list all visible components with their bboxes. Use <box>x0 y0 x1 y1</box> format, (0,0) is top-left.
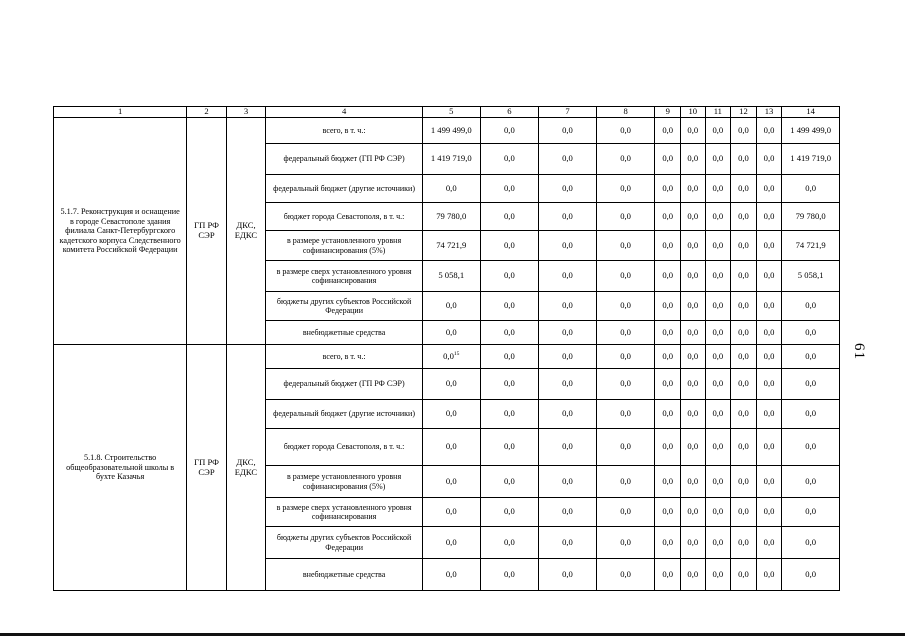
value-cell-col10: 0,0 <box>681 144 706 175</box>
program-cell: ГП РФ СЭР <box>187 118 226 345</box>
value-cell-col11: 0,0 <box>705 559 731 591</box>
value-cell-col9: 0,0 <box>655 144 681 175</box>
value-cell-col13: 0,0 <box>756 231 782 261</box>
value-cell-col9: 0,0 <box>655 118 681 144</box>
value-cell-col10: 0,0 <box>681 292 706 321</box>
value-cell-col13: 0,0 <box>756 261 782 292</box>
funding-table <box>53 106 840 591</box>
value-cell-col8: 0,0 <box>596 144 655 175</box>
value-cell-col14: 0,0 <box>782 429 840 466</box>
value-cell-col14: 0,0 <box>782 292 840 321</box>
value-cell-col14: 1 419 719,0 <box>782 144 840 175</box>
value-cell-col12: 0,0 <box>731 231 757 261</box>
value-cell-col5: 79 780,0 <box>422 203 480 231</box>
value-cell-col12: 0,0 <box>731 559 757 591</box>
value-cell-col10: 0,0 <box>681 175 706 203</box>
value-cell-col13: 0,0 <box>756 527 782 559</box>
value-cell-col7: 0,0 <box>539 144 597 175</box>
value-cell-col13: 0,0 <box>756 559 782 591</box>
value-cell-col6: 0,0 <box>480 292 539 321</box>
value-cell-col12: 0,0 <box>731 429 757 466</box>
header-cell-2: 2 <box>187 107 226 118</box>
value-cell-col14: 74 721,9 <box>782 231 840 261</box>
value-cell-col11: 0,0 <box>705 321 731 345</box>
value-cell-col6: 0,0 <box>480 429 539 466</box>
header-cell-8: 8 <box>596 107 655 118</box>
value-cell-col8: 0,0 <box>596 175 655 203</box>
header-cell-10: 10 <box>681 107 706 118</box>
executor-cell: ДКС, ЕДКС <box>226 345 265 591</box>
header-cell-1: 1 <box>54 107 187 118</box>
value-cell-col9: 0,0 <box>655 559 681 591</box>
value-cell-col12: 0,0 <box>731 498 757 527</box>
value-cell-col8: 0,0 <box>596 231 655 261</box>
value-cell-col13: 0,0 <box>756 466 782 498</box>
value-cell-col14: 0,0 <box>782 466 840 498</box>
value-cell-col13: 0,0 <box>756 429 782 466</box>
value-cell-col7: 0,0 <box>539 369 597 400</box>
value-cell-col7: 0,0 <box>539 203 597 231</box>
value-cell-col5: 5 058,1 <box>422 261 480 292</box>
value-cell-col5: 0,0 <box>422 429 480 466</box>
value-cell-col14: 1 499 499,0 <box>782 118 840 144</box>
value-cell-col7: 0,0 <box>539 345 597 369</box>
value-cell-col6: 0,0 <box>480 498 539 527</box>
value-cell-col9: 0,0 <box>655 261 681 292</box>
value-cell-col7: 0,0 <box>539 400 597 429</box>
value-cell-col8: 0,0 <box>596 466 655 498</box>
measure-name-cell: 5.1.8. Строительство общеобразовательной школы в бухте Казачья <box>54 345 187 591</box>
value-cell-col6: 0,0 <box>480 118 539 144</box>
value-cell-col11: 0,0 <box>705 498 731 527</box>
funding-source-cell: федеральный бюджет (ГП РФ СЭР) <box>266 369 423 400</box>
value-cell-col7: 0,0 <box>539 498 597 527</box>
table-row <box>54 118 840 144</box>
value-cell-col8: 0,0 <box>596 261 655 292</box>
value-cell-col11: 0,0 <box>705 369 731 400</box>
value-cell-col6: 0,0 <box>480 321 539 345</box>
value-cell-col10: 0,0 <box>681 400 706 429</box>
column-number-header-row <box>54 107 840 118</box>
value-cell-col10: 0,0 <box>681 118 706 144</box>
value-cell-col10: 0,0 <box>681 498 706 527</box>
header-cell-11: 11 <box>705 107 731 118</box>
value-cell-col12: 0,0 <box>731 118 757 144</box>
value-cell-col5: 74 721,9 <box>422 231 480 261</box>
value-cell-col9: 0,0 <box>655 527 681 559</box>
header-cell-14: 14 <box>782 107 840 118</box>
value-cell-col13: 0,0 <box>756 498 782 527</box>
value-cell-col5: 0,0 <box>422 466 480 498</box>
value-cell-col7: 0,0 <box>539 175 597 203</box>
value-cell-col12: 0,0 <box>731 261 757 292</box>
value-cell-col12: 0,0 <box>731 369 757 400</box>
value-cell-col11: 0,0 <box>705 429 731 466</box>
value-cell-col12: 0,0 <box>731 345 757 369</box>
value-cell-col6: 0,0 <box>480 231 539 261</box>
value-cell-col11: 0,0 <box>705 231 731 261</box>
value-cell-col12: 0,0 <box>731 292 757 321</box>
value-cell-col10: 0,0 <box>681 466 706 498</box>
value-cell-col12: 0,0 <box>731 400 757 429</box>
value-cell-col14: 0,0 <box>782 345 840 369</box>
funding-table-container <box>53 106 840 591</box>
table-row <box>54 345 840 369</box>
value-cell-col6: 0,0 <box>480 144 539 175</box>
value-cell-col7: 0,0 <box>539 466 597 498</box>
header-cell-13: 13 <box>756 107 782 118</box>
value-cell-col7: 0,0 <box>539 261 597 292</box>
value-cell-col7: 0,0 <box>539 429 597 466</box>
value-cell-col8: 0,0 <box>596 498 655 527</box>
value-cell-col5 <box>422 345 480 369</box>
value-cell-col5: 0,0 <box>422 527 480 559</box>
header-cell-7: 7 <box>539 107 597 118</box>
value-cell-col6: 0,0 <box>480 345 539 369</box>
value-cell-col14: 0,0 <box>782 559 840 591</box>
value-cell-col9: 0,0 <box>655 400 681 429</box>
value-cell-col5: 0,0 <box>422 321 480 345</box>
measure-name-cell: 5.1.7. Реконструкция и оснащение в городе Севастополе здания филиала Санкт-Петербургского кадетского корпуса Следственного комитета Российской Федерации <box>54 118 187 345</box>
value-cell-col12: 0,0 <box>731 175 757 203</box>
value-cell-col8: 0,0 <box>596 321 655 345</box>
value-cell-col13: 0,0 <box>756 292 782 321</box>
funding-source-cell: внебюджетные средства <box>266 321 423 345</box>
value-cell-col13: 0,0 <box>756 345 782 369</box>
value-cell-col13: 0,0 <box>756 118 782 144</box>
value-cell-col6: 0,0 <box>480 261 539 292</box>
value-cell-col8: 0,0 <box>596 118 655 144</box>
value-cell-col14: 0,0 <box>782 369 840 400</box>
value-cell-col11: 0,0 <box>705 345 731 369</box>
value-cell-col5: 0,0 <box>422 369 480 400</box>
value-cell-col5: 1 499 499,0 <box>422 118 480 144</box>
value-cell-col14: 0,0 <box>782 400 840 429</box>
executor-cell: ДКС, ЕДКС <box>226 118 265 345</box>
value-cell-col9: 0,0 <box>655 321 681 345</box>
value-cell-col10: 0,0 <box>681 527 706 559</box>
value-cell-col9: 0,0 <box>655 292 681 321</box>
value-cell-col5: 0,0 <box>422 400 480 429</box>
value-cell-col14: 0,0 <box>782 321 840 345</box>
header-cell-9: 9 <box>655 107 681 118</box>
value-cell-col7: 0,0 <box>539 321 597 345</box>
value-cell-col8: 0,0 <box>596 559 655 591</box>
value-cell-col13: 0,0 <box>756 369 782 400</box>
value-cell-col9: 0,0 <box>655 466 681 498</box>
value-cell-col5: 0,0 <box>422 498 480 527</box>
value-cell-col11: 0,0 <box>705 400 731 429</box>
value-cell-col14: 0,0 <box>782 498 840 527</box>
value-cell-col13: 0,0 <box>756 175 782 203</box>
value-cell-col6: 0,0 <box>480 400 539 429</box>
value-cell-col11: 0,0 <box>705 466 731 498</box>
funding-source-cell: в размере сверх установленного уровня софинансирования <box>266 498 423 527</box>
value-cell-col13: 0,0 <box>756 321 782 345</box>
value-cell-col8: 0,0 <box>596 203 655 231</box>
value-cell-col14: 0,0 <box>782 527 840 559</box>
value-cell-col8: 0,0 <box>596 345 655 369</box>
value-cell-col11: 0,0 <box>705 292 731 321</box>
value-cell-col14: 5 058,1 <box>782 261 840 292</box>
value-cell-col5: 0,0 <box>422 559 480 591</box>
value-cell-col8: 0,0 <box>596 527 655 559</box>
value-cell-col6: 0,0 <box>480 527 539 559</box>
value-cell-col5: 0,0 <box>422 292 480 321</box>
page-number: 61 <box>851 343 867 360</box>
value-cell-col7: 0,0 <box>539 527 597 559</box>
value-cell-col10: 0,0 <box>681 203 706 231</box>
value-cell-col6: 0,0 <box>480 203 539 231</box>
value-cell-col5: 0,0 <box>422 175 480 203</box>
header-cell-6: 6 <box>480 107 539 118</box>
value-cell-col9: 0,0 <box>655 429 681 466</box>
value-cell-col12: 0,0 <box>731 321 757 345</box>
value-cell-col10: 0,0 <box>681 559 706 591</box>
header-cell-5: 5 <box>422 107 480 118</box>
funding-source-cell: бюджет города Севастополя, в т. ч.: <box>266 429 423 466</box>
value-cell-col9: 0,0 <box>655 203 681 231</box>
value-cell-col8: 0,0 <box>596 292 655 321</box>
value-cell-col13: 0,0 <box>756 400 782 429</box>
program-cell: ГП РФ СЭР <box>187 345 226 591</box>
value-cell-col14: 79 780,0 <box>782 203 840 231</box>
value-cell-col10: 0,0 <box>681 429 706 466</box>
funding-source-cell: в размере установленного уровня софинансирования (5%) <box>266 231 423 261</box>
value-cell-col7: 0,0 <box>539 118 597 144</box>
value-cell-col12: 0,0 <box>731 466 757 498</box>
value-cell-col12: 0,0 <box>731 527 757 559</box>
funding-source-cell: внебюджетные средства <box>266 559 423 591</box>
value-cell-col10: 0,0 <box>681 261 706 292</box>
funding-source-cell: в размере сверх установленного уровня софинансирования <box>266 261 423 292</box>
value-cell-col9: 0,0 <box>655 369 681 400</box>
header-cell-12: 12 <box>731 107 757 118</box>
value-cell-col6: 0,0 <box>480 559 539 591</box>
funding-source-cell: федеральный бюджет (ГП РФ СЭР) <box>266 144 423 175</box>
value-cell-col10: 0,0 <box>681 321 706 345</box>
value-cell-col6: 0,0 <box>480 369 539 400</box>
value-cell-col9: 0,0 <box>655 498 681 527</box>
header-cell-4: 4 <box>266 107 423 118</box>
value-cell-col10: 0,0 <box>681 345 706 369</box>
header-cell-3: 3 <box>226 107 265 118</box>
value-cell-col5: 1 419 719,0 <box>422 144 480 175</box>
value-cell-col8: 0,0 <box>596 429 655 466</box>
funding-source-cell: в размере установленного уровня софинансирования (5%) <box>266 466 423 498</box>
value-cell-col6: 0,0 <box>480 175 539 203</box>
value-cell-col14: 0,0 <box>782 175 840 203</box>
funding-source-cell: всего, в т. ч.: <box>266 118 423 144</box>
funding-source-cell: бюджеты других субъектов Российской Федерации <box>266 292 423 321</box>
value-cell-col8: 0,0 <box>596 369 655 400</box>
value-cell-col7: 0,0 <box>539 292 597 321</box>
value-cell-col7: 0,0 <box>539 559 597 591</box>
funding-source-cell: федеральный бюджет (другие источники) <box>266 400 423 429</box>
value-cell-col13: 0,0 <box>756 203 782 231</box>
value-cell-col12: 0,0 <box>731 203 757 231</box>
value-cell-col9: 0,0 <box>655 345 681 369</box>
funding-source-cell: бюджет города Севастополя, в т. ч.: <box>266 203 423 231</box>
value-cell-col13: 0,0 <box>756 144 782 175</box>
value-cell-col10: 0,0 <box>681 369 706 400</box>
funding-source-cell: всего, в т. ч.: <box>266 345 423 369</box>
footnote-ref: 15 <box>453 351 460 358</box>
value-cell-col9: 0,0 <box>655 231 681 261</box>
value-cell-col7: 0,0 <box>539 231 597 261</box>
value-cell-col11: 0,0 <box>705 175 731 203</box>
value-cell-col6: 0,0 <box>480 466 539 498</box>
value-cell-col8: 0,0 <box>596 400 655 429</box>
value-cell-col10: 0,0 <box>681 231 706 261</box>
value-text: 0,0 <box>443 350 454 361</box>
funding-source-cell: бюджеты других субъектов Российской Федерации <box>266 527 423 559</box>
funding-source-cell: федеральный бюджет (другие источники) <box>266 175 423 203</box>
page-bottom-edge <box>0 633 905 636</box>
value-cell-col11: 0,0 <box>705 203 731 231</box>
value-cell-col9: 0,0 <box>655 175 681 203</box>
value-cell-col11: 0,0 <box>705 261 731 292</box>
value-cell-col11: 0,0 <box>705 118 731 144</box>
value-cell-col11: 0,0 <box>705 527 731 559</box>
value-cell-col12: 0,0 <box>731 144 757 175</box>
value-cell-col11: 0,0 <box>705 144 731 175</box>
